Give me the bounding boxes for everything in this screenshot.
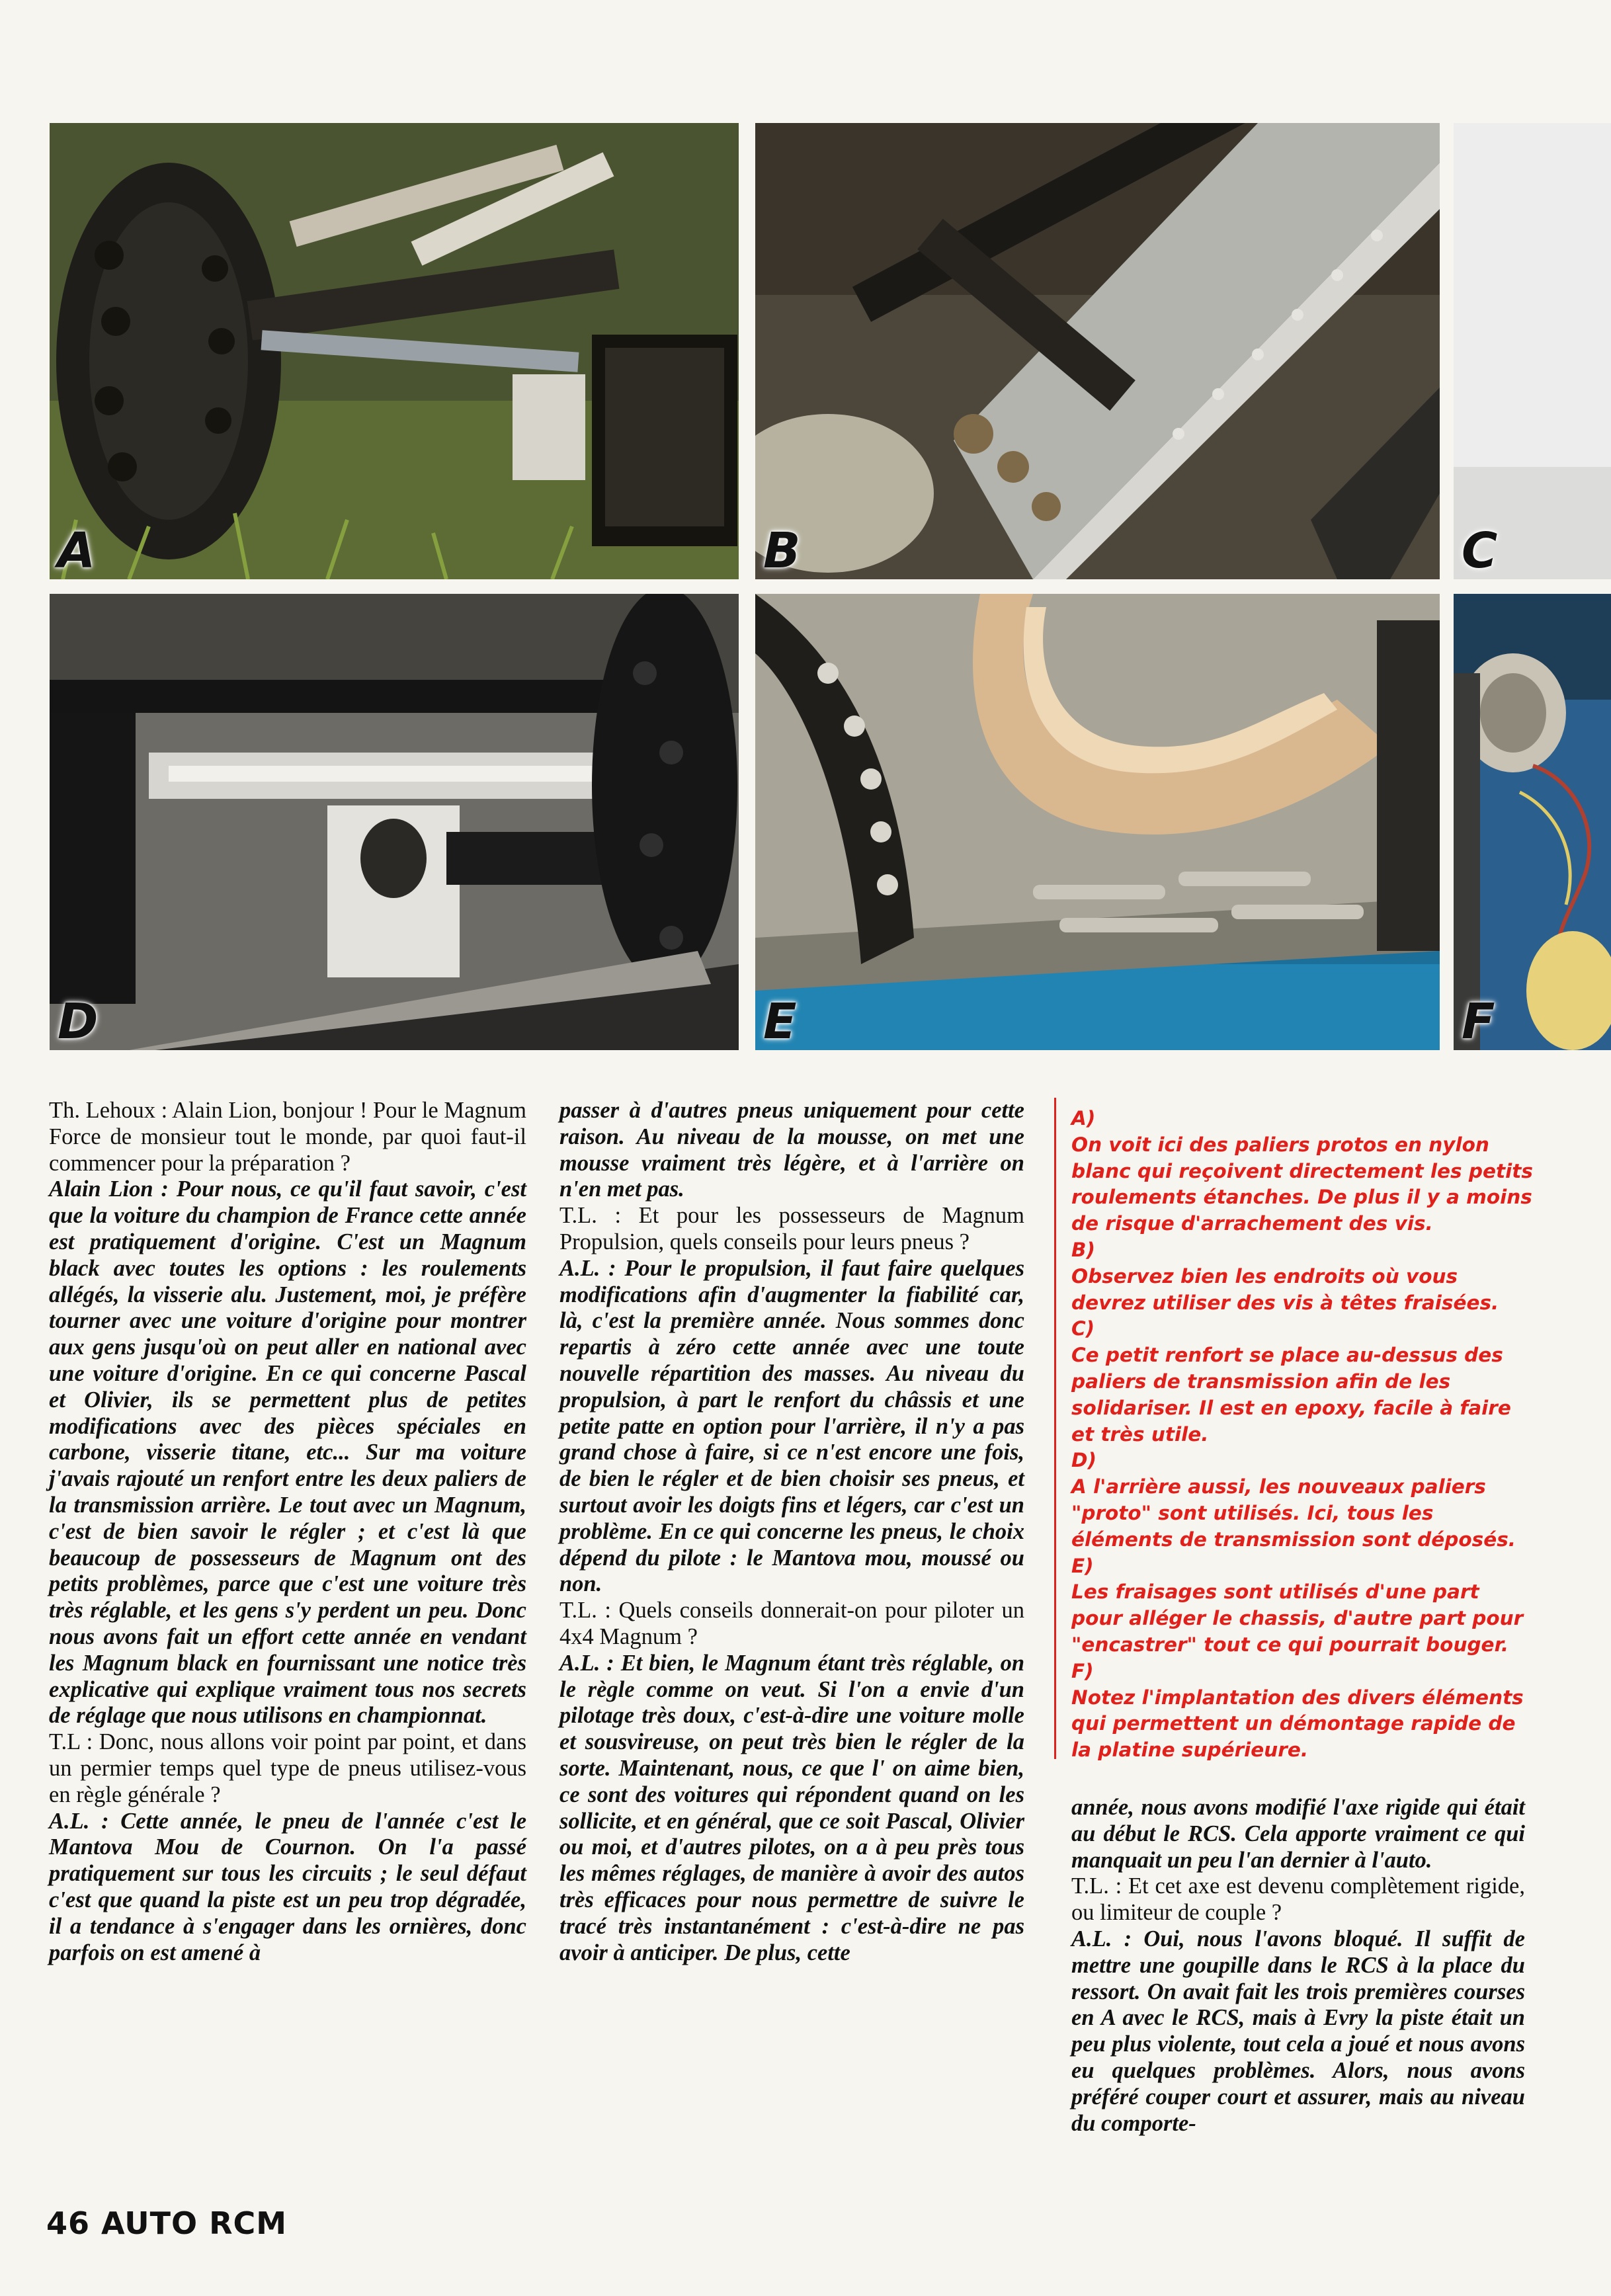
answer-text: Pour nous, ce qu'il faut savoir, c'est que la voiture du champion de France cette année est pratiquement d'origine. C'est un Magnum black avec toutes les options : les roulements allégés, la visserie alu. Justement, moi, je préfère tourner avec une voiture d'origine pour montrer aux gens jusqu'où on peut aller en national avec une voiture d'origine. En ce qui concerne Pascal et Olivier, ils se permettent plus de petites modifications avec des pièces spéciales en carbone, visserie titane, etc... Sur ma voiture j'avais rajouté un renfort entre les deux paliers de la transmission arrière. Le tout avec un Magnum, c'est de bien savoir le régler ; et c'est là que beaucoup de possesseurs de Magnum ont des petits problèmes, parce que c'est une voiture très très réglable, et les gens s'y perdent un peu. Donc nous avons fait un effort cette année en vendant les Magnum black en fournissant une notice très explicative qui explique vraiment tous nos secrets de réglage que nous utilisons en championnat. <box>49 1176 526 1729</box>
paragraph-question: T.L. : Et cet axe est devenu complètement rigide, ou limiteur de couple ? <box>1071 1873 1525 1926</box>
legend-rule <box>1054 1098 1056 1759</box>
photo-f <box>1454 594 1611 1050</box>
speaker-name: A.L. : <box>559 1255 616 1281</box>
legend-text-f: Notez l'implantation des divers éléments qui permettent un démontage rapide de la platine supérieure. <box>1071 1686 1524 1762</box>
paragraph-question: T.L. : Quels conseils donnerait-on pour piloter un 4x4 Magnum ? <box>559 1598 1024 1649</box>
photo-a <box>50 123 739 579</box>
photo-legends <box>1071 1106 1534 1764</box>
photo-label-a: A <box>58 522 96 579</box>
legend-text-c: Ce petit renfort se place au-dessus des paliers de transmission afin de les solidariser. Il est en epoxy, facile à faire et très utile. <box>1071 1344 1511 1446</box>
paragraph-answer <box>49 1176 526 1729</box>
photo-label-d: D <box>58 993 99 1050</box>
paragraph-answer <box>559 1651 1024 1967</box>
legend-key-a: A) <box>1071 1107 1096 1129</box>
legend-key-e: E) <box>1071 1554 1094 1577</box>
speaker-name: Alain Lion : <box>49 1176 169 1202</box>
photo-label-f: F <box>1462 993 1495 1050</box>
speaker-name: A.L. : <box>1071 1926 1132 1951</box>
article-column-1 <box>49 1098 526 1966</box>
paragraph-answer <box>49 1809 526 1967</box>
article-column-3 <box>1071 1795 1525 2137</box>
answer-text: Cette année, le pneu de l'année c'est le Mantova Mou de Cournon. On l'a passé pratiquement sur tous les circuits ; le seul défaut c'est que quand la piste est un peu trop dégradée, il a tendance à s'engager dans les ornières, donc parfois on est amené à <box>49 1808 527 1965</box>
photo-e <box>755 594 1440 1050</box>
speaker-name: A.L. : <box>49 1808 109 1834</box>
legend-key-d: D) <box>1071 1449 1096 1472</box>
photo-label-b: B <box>763 522 801 579</box>
answer-text: Et bien, le Magnum étant très réglable, on le règle comme on veut. Si l'on a envie d'un pilotage très doux, c'est-à-dire une voiture molle et sousvireuse, on peut très bien le régler de la sorte. Maintenant, nous, ce que l' on aime bien, ce sont des voitures qui répondent quand on les sollicite, et en général, que ce soit Pascal, Olivier ou moi, et d'autres pilotes, on a à peu près tous les mêmes réglages, de manière à avoir des autos très efficaces pour nous permettre de suivre le tracé très instantanément : c'est-à-dire ne pas avoir à anticiper. De plus, cette <box>559 1650 1025 1965</box>
photo-label-c: C <box>1462 522 1498 579</box>
answer-text: Oui, nous l'avons bloqué. Il suffit de mettre une goupille dans le RCS à la place du ressort. On avait fait les trois premières courses en A avec le RCS, mais à Evry la piste était un peu plus violente, tout cela a joué et nous avons eu quelques problèmes. Alors, nous avons préféré couper court et assurer, mais au niveau du comporte- <box>1071 1926 1525 2136</box>
legend-text-d: A l'arrière aussi, les nouveaux paliers "proto" sont utilisés. Ici, tous les éléments de transmission sont déposés. <box>1071 1475 1516 1551</box>
paragraph-answer: année, nous avons modifié l'axe rigide qui était au début le RCS. Cela apporte vraiment ce qui manquait un peu l'an dernier à l'auto. <box>1071 1795 1525 1873</box>
paragraph-answer <box>559 1256 1024 1598</box>
legend-key-b: B) <box>1071 1238 1095 1261</box>
paragraph-question: Th. Lehoux : Alain Lion, bonjour ! Pour le Magnum Force de monsieur tout le monde, par quoi faut-il commencer pour la préparation ? <box>49 1098 526 1176</box>
legend-text-b: Observez bien les endroits où vous devrez utiliser des vis à têtes fraisées. <box>1071 1264 1499 1314</box>
page-number: 46 <box>46 2205 91 2241</box>
paragraph-answer <box>1071 1926 1525 2137</box>
photo-c <box>1454 123 1611 579</box>
photo-label-e: E <box>763 993 797 1050</box>
legend-key-c: C) <box>1071 1317 1095 1340</box>
speaker-name: A.L. : <box>559 1650 614 1676</box>
answer-text: Pour le propulsion, il faut faire quelques modifications afin d'augmenter la fiabilité car, là, c'est la première année. Nous sommes donc repartis à zéro cette année avec une toute nouvelle répartition des masses. Au niveau du propulsion, à part le renfort du châssis et une petite patte en option pour l'arrière, il n'y a pas grand chose à faire, si ce n'est encore une fois, de bien le régler et de bien choisir ses pneus, et surtout avoir les doigts fins et légers, car c'est un problème. En ce qui concerne les pneus, le choix dépend du pilote : le Mantova mou, moussé ou non. <box>559 1255 1024 1597</box>
legend-key-f: F) <box>1071 1659 1094 1682</box>
legend-text-e: Les fraisages sont utilisés d'une part pour alléger le chassis, d'autre part pour "encastrer" tout ce qui pourrait bouger. <box>1071 1580 1524 1656</box>
magazine-name: AUTO RCM <box>101 2205 288 2241</box>
paragraph-question: T.L : Donc, nous allons voir point par point, et dans un permier temps quel type de pneus utilisez-vous en règle générale ? <box>49 1729 526 1807</box>
legend-text-a: On voit ici des paliers protos en nylon blanc qui reçoivent directement les petits roulements étanches. De plus il y a moins de risque d'arrachement des vis. <box>1071 1133 1533 1235</box>
photo-d <box>50 594 739 1050</box>
page-footer <box>46 2205 287 2241</box>
photo-b <box>755 123 1440 579</box>
paragraph-answer: passer à d'autres pneus uniquement pour cette raison. Au niveau de la mousse, on met une mousse vraiment très légère, et à l'arrière on n'en met pas. <box>559 1098 1024 1202</box>
article-column-2 <box>559 1098 1024 1966</box>
paragraph-question: T.L. : Et pour les possesseurs de Magnum Propulsion, quels conseils pour leurs pneus ? <box>559 1203 1024 1254</box>
